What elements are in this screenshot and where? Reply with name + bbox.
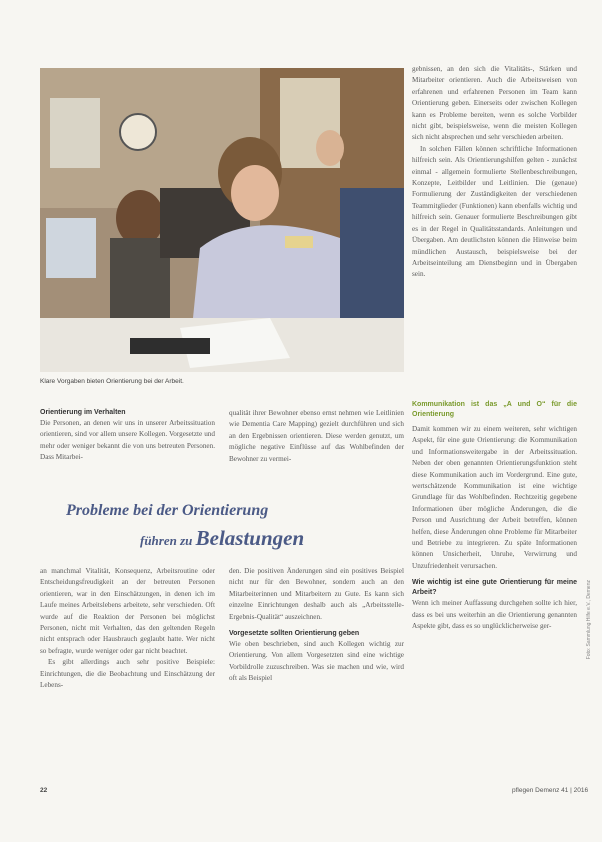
paragraph: Wie oben beschrieben, sind auch Kollegen wichtig zur Orientierung. Von allem Vorgesetzten sind eine wichtige Vorbildrolle zuzuschreiben. Was sie machen und wie, wird oft als Beispiel xyxy=(229,640,404,683)
photo-credit: Foto: Sammlung Hilfe e.V., Demenz xyxy=(586,580,592,660)
title-line-2-big: Belastungen xyxy=(195,526,305,550)
paragraph: qualität ihrer Bewohner ebenso ernst nehmen wie Leitlinien wie Dementia Care Mapping) gezielt durchführen und sich an den Ergebnissen orientieren. Diese werden genutzt, um mögliche negative Einflüsse auf das Wohlbefinden der Bewohner zu vermei- xyxy=(229,409,404,463)
section-heading: Wie wichtig ist eine gute Orientierung für meine Arbeit? xyxy=(412,579,577,597)
nurse-at-desk-image xyxy=(40,68,404,372)
paragraph: an manchmal Vitalität, Konsequenz, Arbeitsroutine oder Entscheidungsfreudigkeit an der betreuten Personen orientieren, war in den Einschätzungen, in denen ich im Laufe meines Arbeitslebens arbeitete, sehr verschieden. Oft wurde auf die Reaktion der Personen bei möglichst Personen, nicht mit Verhalten, das den geltenden Regeln nicht entsprach oder Hausbrauch geglaubt hatte. Wer nicht so befragte, wurde weniger oder gar nicht beachtet. xyxy=(40,567,215,655)
section-heading: Orientierung im Verhalten xyxy=(40,409,126,416)
photo-caption: Klare Vorgaben bieten Orientierung bei der Arbeit. xyxy=(40,378,184,385)
section-heading: Kommunikation ist das „A und O“ für die Orientierung xyxy=(412,401,577,418)
article-photo xyxy=(40,68,404,372)
title-line-2-pre: führen zu xyxy=(140,533,193,548)
section-heading: Vorgesetzte sollten Orientierung geben xyxy=(229,630,360,638)
paragraph: den. Die positiven Änderungen sind ein positives Beispiel nicht nur für den Bewohner, sondern auch an den Mitarbeiterinnen und Mitarbeitern zu Gute. Es kann sich einzelne Einrichtungen deshalb auch als „Arbeitsstelle-Ergebnis-Qualität“ auszeichnen. xyxy=(229,567,404,621)
right-column-lower xyxy=(412,400,577,633)
paragraph: Es gibt allerdings auch sehr positive Beispiele: Einrichtungen, die die Beobachtung und Einschätzung der Lebens- xyxy=(40,658,215,690)
paragraph: Wenn ich meiner Auffassung durchgehen sollte ich hier, dass es bei uns weiterhin an die Orientierung genannten Aspekte gibt, dass es so unglücklicherweise ger- xyxy=(412,599,577,631)
right-column-top xyxy=(412,64,577,281)
left-column-upper xyxy=(40,408,215,464)
paragraph: gebnissen, an den sich die Vitalitäts-, Stärken und Mitarbeiter orientieren. Auch die Arbeitsweisen von erfahrenen und erfahrenen Personen im Team kann Orientierung geben. Einerseits oder zwischen Kollegen kann es Probleme bereiten, wenn es solche Vorbilder nicht gibt, beispielsweise, wenn die meisten Kollegen sich nicht absprechen und sehr verschieden arbeiten. xyxy=(412,65,577,142)
title-line-1: Probleme bei der Orientierung xyxy=(66,502,269,519)
paragraph: Die Personen, an denen wir uns in unserer Arbeitssituation orientieren, sind vor allem unsere Kollegen. Vorgesetzte und mehr oder weniger bekannt die von uns betreuten Personen. Dass Mitarbei- xyxy=(40,419,215,462)
left-column-lower xyxy=(40,566,215,691)
paragraph: In solchen Fällen können schriftliche Informationen hilfreich sein. Als Orientierungshilfen gelten - zunächst einmal - allgemein formulierte Stellenbeschreibungen, Konzepte, Leitbilder und Leitlinien. Die (genaue) Formulierung der Zuständigkeiten der verschiedenen Teammitglieder (Funktionen) kann ebenfalls wichtig und hilfreich sein. Genauer formulierte Beschreibungen gibt es in der Regel in Qualitätsstandards. Anleitungen und Übergaben. Am deutlichsten können die Hinweise beim mündlichen Austausch, beispielsweise bei der Arbeitseinteilung am Dienstbeginn und in Übergaben sein. xyxy=(412,144,577,279)
paragraph: Damit kommen wir zu einem weiteren, sehr wichtigen Aspekt, für eine gute Orientierung: die Kommunikation und Informationsweitergabe in der Arbeitssituation. Neben der oben genannten Orientierungsfunktion steht diese Kommunikation auch im Vordergrund. Eine gute, wertschätzende Kommunikation ist eine wichtige Grundlage für das Wohlbefinden. Rechtzeitig gegebene Informationen über mögliche Änderungen, die die Person und Ausrichtung der Arbeit betreffen, können helfen, diese Änderungen ohne Probleme für Mitarbeiter und Betriebe zu integrieren. Zu späte Informationen können Unsicherheit, Unruhe, Verwirrung und Unzufriedenheit verursachen. xyxy=(412,425,577,570)
page-number: 22 xyxy=(40,787,48,794)
middle-column-lower xyxy=(229,566,404,685)
journal-issue: pflegen Demenz 41 | 2016 xyxy=(512,787,589,794)
middle-column-upper xyxy=(229,408,404,465)
pull-title xyxy=(40,496,404,560)
title-line-2 xyxy=(140,526,304,551)
